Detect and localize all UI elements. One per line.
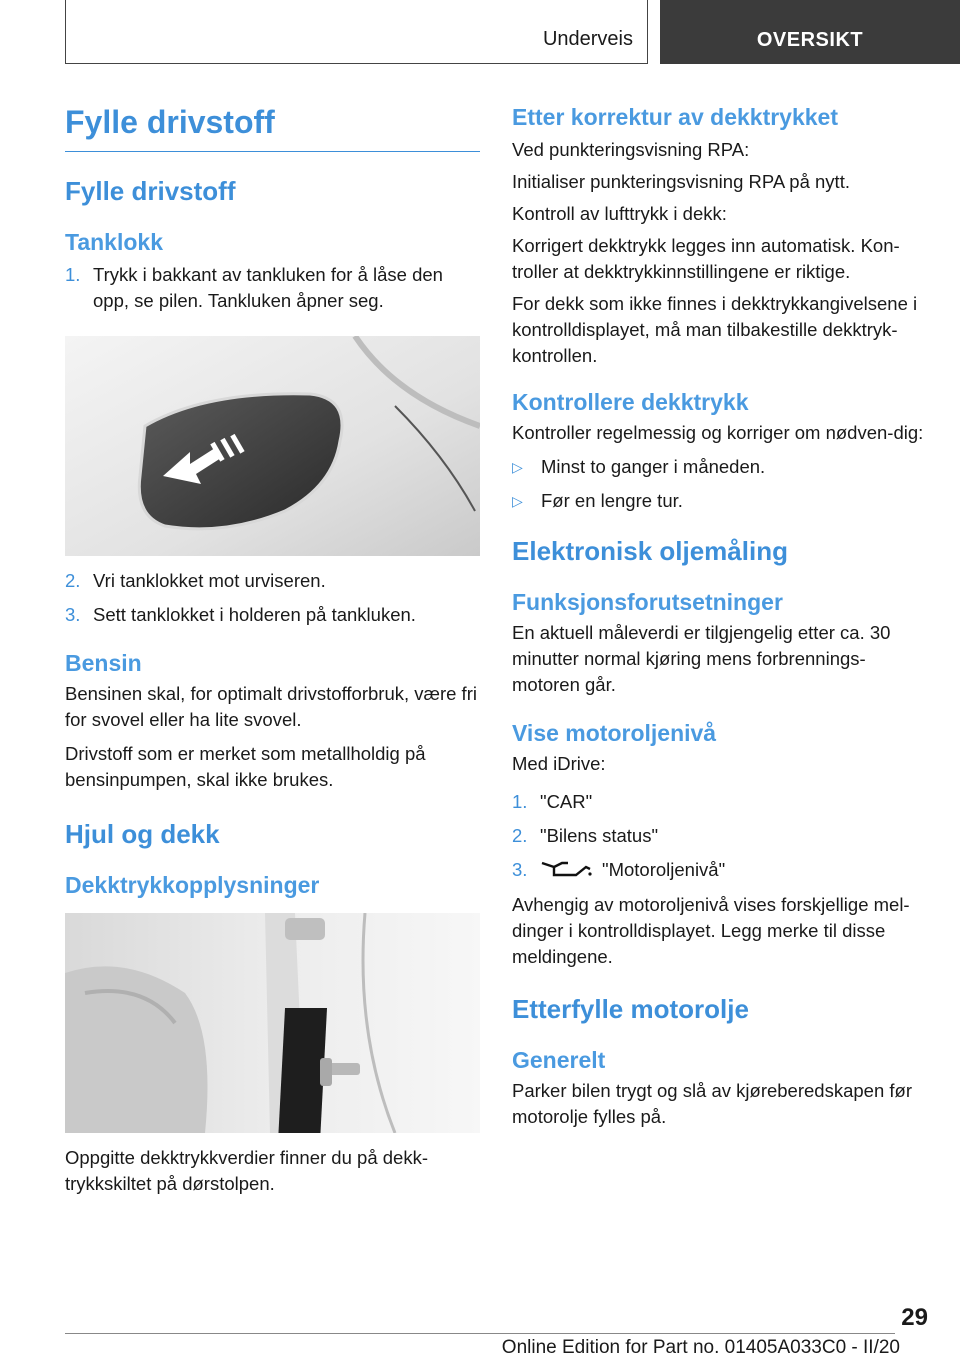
left-column	[65, 100, 480, 1197]
section-heading-wheels: Hjul og dekk	[65, 819, 220, 849]
subheading-show-oil-level: Vise motoroljenivå	[512, 720, 717, 746]
page-title: Fylle drivstoff	[65, 104, 480, 152]
steps-list-a	[65, 262, 480, 314]
triangle-bullet-icon: ▷	[512, 493, 523, 509]
section-heading-refill-oil: Etterfylle motorolje	[512, 994, 749, 1024]
right-column	[512, 100, 932, 1130]
door-pillar-illustration	[65, 913, 480, 1133]
paragraph: Avhengig av motoroljenivå vises forskjellige mel-dinger i kontrolldisplayet. Legg merke til disse meldingene.	[512, 894, 910, 967]
list-item: 1. "CAR"	[512, 791, 593, 812]
steps-list	[512, 789, 932, 886]
subheading-tire-pressure-info: Dekktrykkopplysninger	[65, 872, 320, 898]
list-item: 3. "Motoroljenivå"	[512, 857, 932, 886]
subheading-requirements: Funksjonsforutsetninger	[512, 589, 783, 615]
fuel-flap-image	[65, 336, 480, 556]
subheading-after-correction: Etter korrektur av dekktrykket	[512, 104, 838, 130]
steps-list-b	[65, 568, 480, 628]
subheading-fuel-cap: Tanklokk	[65, 229, 163, 255]
list-item: ▷ Før en lengre tur.	[512, 488, 932, 514]
paragraph: Drivstoff som er merket som metallholdig på bensinpumpen, skal ikke brukes.	[65, 743, 426, 790]
tab-underveis[interactable]: Underveis	[65, 0, 648, 64]
paragraph: Kontroll av lufttrykk i dekk:	[512, 203, 727, 224]
paragraph: En aktuell måleverdi er tilgjengelig etter ca. 30 minutter normal kjøring mens forbrennings-motoren går.	[512, 622, 891, 695]
fuel-flap-illustration	[65, 336, 480, 556]
list-item: 2. Vri tanklokket mot urviseren.	[65, 570, 326, 591]
page-number: 29	[901, 1304, 928, 1331]
list-item: ▷ Minst to ganger i måneden.	[512, 454, 932, 480]
paragraph: Kontroller regelmessig og korriger om nødven-dig:	[512, 422, 924, 443]
paragraph: Parker bilen trygt og slå av kjøreberedskapen før motorolje fylles på.	[512, 1080, 912, 1127]
paragraph: Bensinen skal, for optimalt drivstofforbruk, være fri for svovel eller ha lite svovel.	[65, 683, 477, 730]
subheading-general: Generelt	[512, 1047, 606, 1073]
footer-edition: Online Edition for Part no. 01405A033C0 - II/20	[501, 1337, 900, 1358]
paragraph: Med iDrive:	[512, 753, 606, 774]
bullet-list	[512, 454, 932, 514]
list-item: 2. "Bilens status"	[512, 825, 659, 846]
paragraph: Ved punkteringsvisning RPA:	[512, 139, 750, 160]
triangle-bullet-icon: ▷	[512, 459, 523, 475]
subheading-petrol: Bensin	[65, 650, 142, 676]
tab-oversikt[interactable]: OVERSIKT	[660, 0, 960, 64]
subheading-check-pressure: Kontrollere dekktrykk	[512, 389, 749, 415]
section-heading-fuel: Fylle drivstoff	[65, 176, 236, 206]
list-item: 1. Trykk i bakkant av tankluken for å låse den opp, se pilen. Tankluken åpner seg.	[65, 264, 443, 311]
paragraph: For dekk som ikke finnes i dekktrykkangivelsene i kontrolldisplayet, må man tilbakestille dekktryk-kontrollen.	[512, 293, 918, 366]
section-heading-oil: Elektronisk oljemåling	[512, 536, 788, 566]
header-tabs	[65, 0, 960, 64]
paragraph: Oppgitte dekktrykkverdier finner du på dekk-trykkskiltet på dørstolpen.	[65, 1147, 428, 1194]
footer-divider	[65, 1333, 895, 1334]
paragraph: Initialiser punkteringsvisning RPA på nytt.	[512, 171, 850, 192]
oil-can-icon	[540, 857, 592, 886]
list-item: 3. Sett tanklokket i holderen på tankluken.	[65, 604, 416, 625]
paragraph: Korrigert dekktrykk legges inn automatisk. Kon-troller at dekktrykkinnstillingene er riktige.	[512, 235, 900, 282]
door-pillar-image	[65, 913, 480, 1133]
